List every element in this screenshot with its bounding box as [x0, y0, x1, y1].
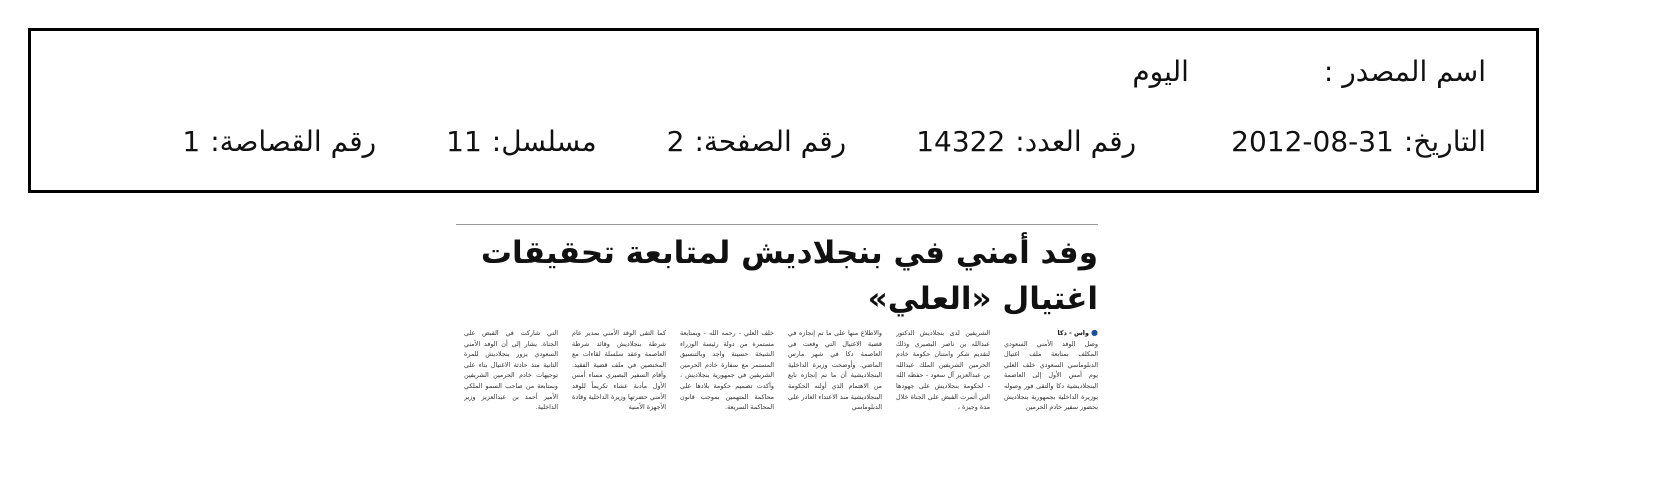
article-column-text: الشريفين لدى بنجلاديش الدكتور عبدالله بن ناصر البصيري وذلك لتقديم شكر وامتنان حكومة خادم الحرمين الشريفين الملك عبدالله بن عبدالعزيز آل سعود - حفظه الله - لحكومة بنجلاديش على جهودها التي أثمرت القبض على الجناة خلال مدة وجيزة ،	[896, 329, 990, 412]
source-field	[1324, 55, 1486, 88]
page-label: رقم الصفحة:	[694, 124, 847, 158]
clipping-top-rule	[456, 224, 1098, 225]
article-column-2	[896, 328, 990, 432]
article-column-text: كما التقى الوفد الأمني بمدير عام شرطة بنجلاديش وقائد شرطة العاصمة وعقد سلسلة لقاءات مع المختصين في ملف قضية الفقيد. وأقام السفير البصيري مساء أمس الأول مأدبة عشاء تكريماً للوفد الأمني حضرتها وزيرة الداخلية وقادة الأجهزة الأمنية	[572, 329, 666, 412]
source-value: اليوم	[1132, 54, 1189, 88]
article-column-text: التي شاركت في القبض على الجناة. يشار إلى أن الوفد الأمني السعودي يزور بنجلاديش للمرة الثانية منذ حادثة الاغتيال بناء على توجيهات خادم الحرمين الشريفين وبمتابعة من صاحب السمو الملكي الأمير أحمد بن عبدالعزيز وزير الداخلية.	[464, 329, 558, 412]
serial-field	[446, 125, 597, 158]
newspaper-clipping	[456, 224, 1098, 434]
article-column-text: خلف العلي - رحمه الله - وبمتابعة مستمرة من دولة رئيسة الوزراء الشيخة حسينة واجد وبالتنسيق المستمر مع سفارة خادم الحرمين الشريفين في جمهورية بنجلاديش ، وأكدت تصميم حكومة بلادها على محاكمة المتهمين بموجب قانون المحاكمة السريعة.	[680, 329, 774, 412]
clip-number-label: رقم القصاصة:	[210, 124, 377, 158]
details-row	[182, 121, 1486, 161]
source-value-field	[1132, 55, 1189, 88]
date-field	[1231, 125, 1486, 158]
article-column-text: وصل الوفد الأمني السعودي المكلف بمتابعة ملف اغتيال الدبلوماسي السعودي خلف العلي يوم أمس الأول إلى العاصمة البنجلاديشية دكا والتقى فور وصوله بوزيرة الداخلية بجمهورية بنجلاديش بحضور سفير خادم الحرمين	[1004, 339, 1098, 412]
source-row	[1132, 51, 1486, 91]
page-value: 2	[666, 124, 685, 158]
metadata-box	[28, 28, 1539, 193]
serial-value: 11	[446, 124, 482, 158]
serial-label: مسلسل:	[491, 124, 597, 158]
article-column-4	[680, 328, 774, 432]
byline-dot-icon: ●	[1091, 328, 1098, 337]
issue-field	[916, 125, 1136, 158]
article-byline: واس - دكا	[1057, 329, 1089, 337]
page-field	[667, 125, 847, 158]
issue-value: 14322	[916, 124, 1006, 158]
article-column-1	[1004, 328, 1098, 432]
article-column-text: والاطلاع منها على ما تم إنجازه في قضية الاغتيال التي وقعت في العاصمة دكا في شهر مارس الماضي. وأوضحت وزيرة الداخلية البنجلاديشية أن ما تم إنجازه نابع من الاهتمام الذي أولته الحكومة البنجلاديشية منذ الاعتداء الغادر على الدبلوماسي	[788, 329, 882, 412]
clip-number-field	[182, 125, 376, 158]
article-column-3	[788, 328, 882, 432]
issue-label: رقم العدد:	[1015, 124, 1137, 158]
source-label: اسم المصدر :	[1323, 54, 1486, 88]
article-column-6	[464, 328, 558, 432]
date-label: التاريخ:	[1403, 124, 1486, 158]
article-headline: وفد أمني في بنجلاديش لمتابعة تحقيقات اغتيال «العلي»	[480, 235, 1098, 317]
article-column-5	[572, 328, 666, 432]
clip-number-value: 1	[182, 124, 201, 158]
date-value: 2012-08-31	[1231, 124, 1394, 158]
